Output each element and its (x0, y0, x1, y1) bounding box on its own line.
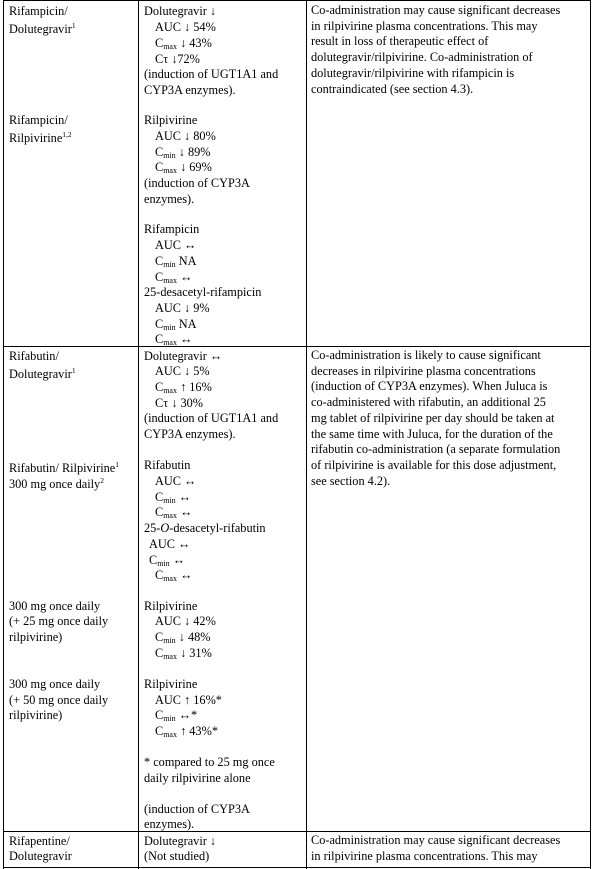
pk-value: $C_{min}$ ↔ (155, 490, 192, 505)
footnote: daily rilpivirine alone (144, 771, 251, 785)
table-border-bottom (3, 867, 591, 868)
effect-heading: Rifampicin (144, 222, 200, 236)
footnote: * compared to 25 mg once (144, 755, 275, 769)
recommendation-cell: Co-administration may cause significant decreases in rilpivirine plasma concentrations. This may result in loss of therapeutic effect of dolutegravir/rilpivirine. Co-administration of dolutegravir/rilpivirine with rifampicin is contraindicated (see section 4.3). (311, 3, 561, 96)
pk-value: $C_{max}$ ↔ (155, 568, 193, 583)
mechanism-note: (induction of UGT1A1 and (144, 411, 279, 425)
pk-value: $C_{min}$ NA (155, 254, 197, 269)
pk-value: $C_{max}$ ↑ 16% (155, 380, 212, 395)
dose-label: 300 mg once daily (9, 599, 101, 613)
pk-value: $C_{min}$ NA (155, 317, 197, 332)
dose-label: 300 mg once daily (9, 677, 101, 691)
pk-value: $C_{min}$ ↓ 48% (155, 630, 211, 645)
mechanism-note: (Not studied) (144, 849, 210, 863)
pk-value: AUC ↔ (149, 537, 191, 551)
pk-value: $C_{max}$ ↑ 43%* (155, 724, 218, 739)
mechanism-note: CYP3A enzymes). (144, 83, 236, 97)
pk-value: AUC ↔ (155, 474, 197, 488)
drug-name-cell: Dolutegravir$^1$ (9, 366, 76, 381)
effect-heading: Rifabutin (144, 458, 191, 472)
mechanism-note: (induction of CYP3A (144, 802, 250, 816)
drug-name-cell: Rifapentine/ (9, 834, 70, 848)
effect-heading: Dolutegravir ↔ (144, 349, 223, 363)
pk-value: Cτ ↓ 30% (155, 396, 203, 410)
recommendation-cell: Co-administration may cause significant decreases in rilpivirine plasma concentrations. This may (311, 833, 561, 863)
effect-heading: Rilpivirine (144, 599, 198, 613)
pk-value: $C_{max}$ ↔ (155, 270, 193, 285)
drug-name-cell: Rifabutin/ (9, 349, 59, 363)
drug-name-cell: Dolutegravir (9, 849, 72, 863)
pk-value: $C_{max}$ ↓ 31% (155, 646, 212, 661)
effect-heading: 25-O-desacetyl-rifabutin (144, 521, 266, 535)
pk-value: $C_{max}$ ↓ 43% (155, 36, 212, 51)
effect-heading: 25-desacetyl-rifampicin (144, 285, 262, 299)
recommendation-cell: Co-administration is likely to cause significant decreases in rilpivirine plasma concentrations (induction of CYP3A enzymes). When Juluca is co-administered with rifabutin, an additional 25 mg tablet of rilpivirine per day should be taken at the same time with Juluca, for the duration of the rifabutin co-administration (a separate formulation of rilpivirine is available for this dose adjustment, see section 4.2). (311, 348, 561, 488)
drug-name-cell: Rilpivirine$^{1,2}$ (9, 130, 72, 145)
table-border-right (590, 0, 591, 869)
pk-value: AUC ↔ (155, 238, 197, 252)
pk-value: $C_{max}$ ↔ (155, 505, 193, 520)
row-divider-2 (3, 831, 591, 832)
drug-name-cell: Rifabutin/ Rilpivirine$^1$ (9, 460, 119, 475)
column-divider-1 (138, 0, 139, 869)
table-border-top (3, 0, 591, 1)
pk-value: AUC ↓ 54% (155, 20, 216, 34)
pk-value: $C_{min}$ ↓ 89% (155, 145, 211, 160)
pk-value: $C_{min}$ ↔* (155, 708, 198, 723)
pk-value: AUC ↓ 42% (155, 614, 216, 628)
pk-value: AUC ↑ 16%* (155, 693, 222, 707)
pk-value: AUC ↓ 5% (155, 364, 210, 378)
table-border-left (3, 0, 4, 869)
effect-heading: Dolutegravir ↓ (144, 834, 217, 848)
pk-value: AUC ↓ 80% (155, 129, 216, 143)
effect-heading: Rilpivirine (144, 677, 198, 691)
mechanism-note: (induction of CYP3A (144, 176, 250, 190)
mechanism-note: CYP3A enzymes). (144, 427, 236, 441)
drug-name-cell: Rifampicin/ (9, 4, 68, 18)
effect-heading: Rilpivirine (144, 113, 198, 127)
mechanism-note: (induction of UGT1A1 and (144, 67, 279, 81)
pk-value: $C_{min}$ ↔ (149, 553, 186, 568)
pk-value: Cτ ↓72% (155, 52, 200, 66)
drug-name-cell: 300 mg once daily$^2$ (9, 476, 104, 491)
pk-value: AUC ↓ 9% (155, 301, 210, 315)
dose-label: rilpivirine) (9, 708, 63, 722)
mechanism-note: enzymes). (144, 192, 195, 206)
dose-label: (+ 50 mg once daily (9, 693, 109, 707)
dose-label: rilpivirine) (9, 630, 63, 644)
drug-name-cell: Dolutegravir$^1$ (9, 21, 76, 36)
pk-value: $C_{max}$ ↓ 69% (155, 160, 212, 175)
pk-value: $C_{max}$ ↔ (155, 332, 193, 347)
effect-heading: Dolutegravir ↓ (144, 4, 217, 18)
dose-label: (+ 25 mg once daily (9, 614, 109, 628)
row-divider-1 (3, 346, 591, 347)
drug-name-cell: Rifampicin/ (9, 113, 68, 127)
mechanism-note: enzymes). (144, 817, 195, 831)
column-divider-2 (306, 0, 307, 869)
